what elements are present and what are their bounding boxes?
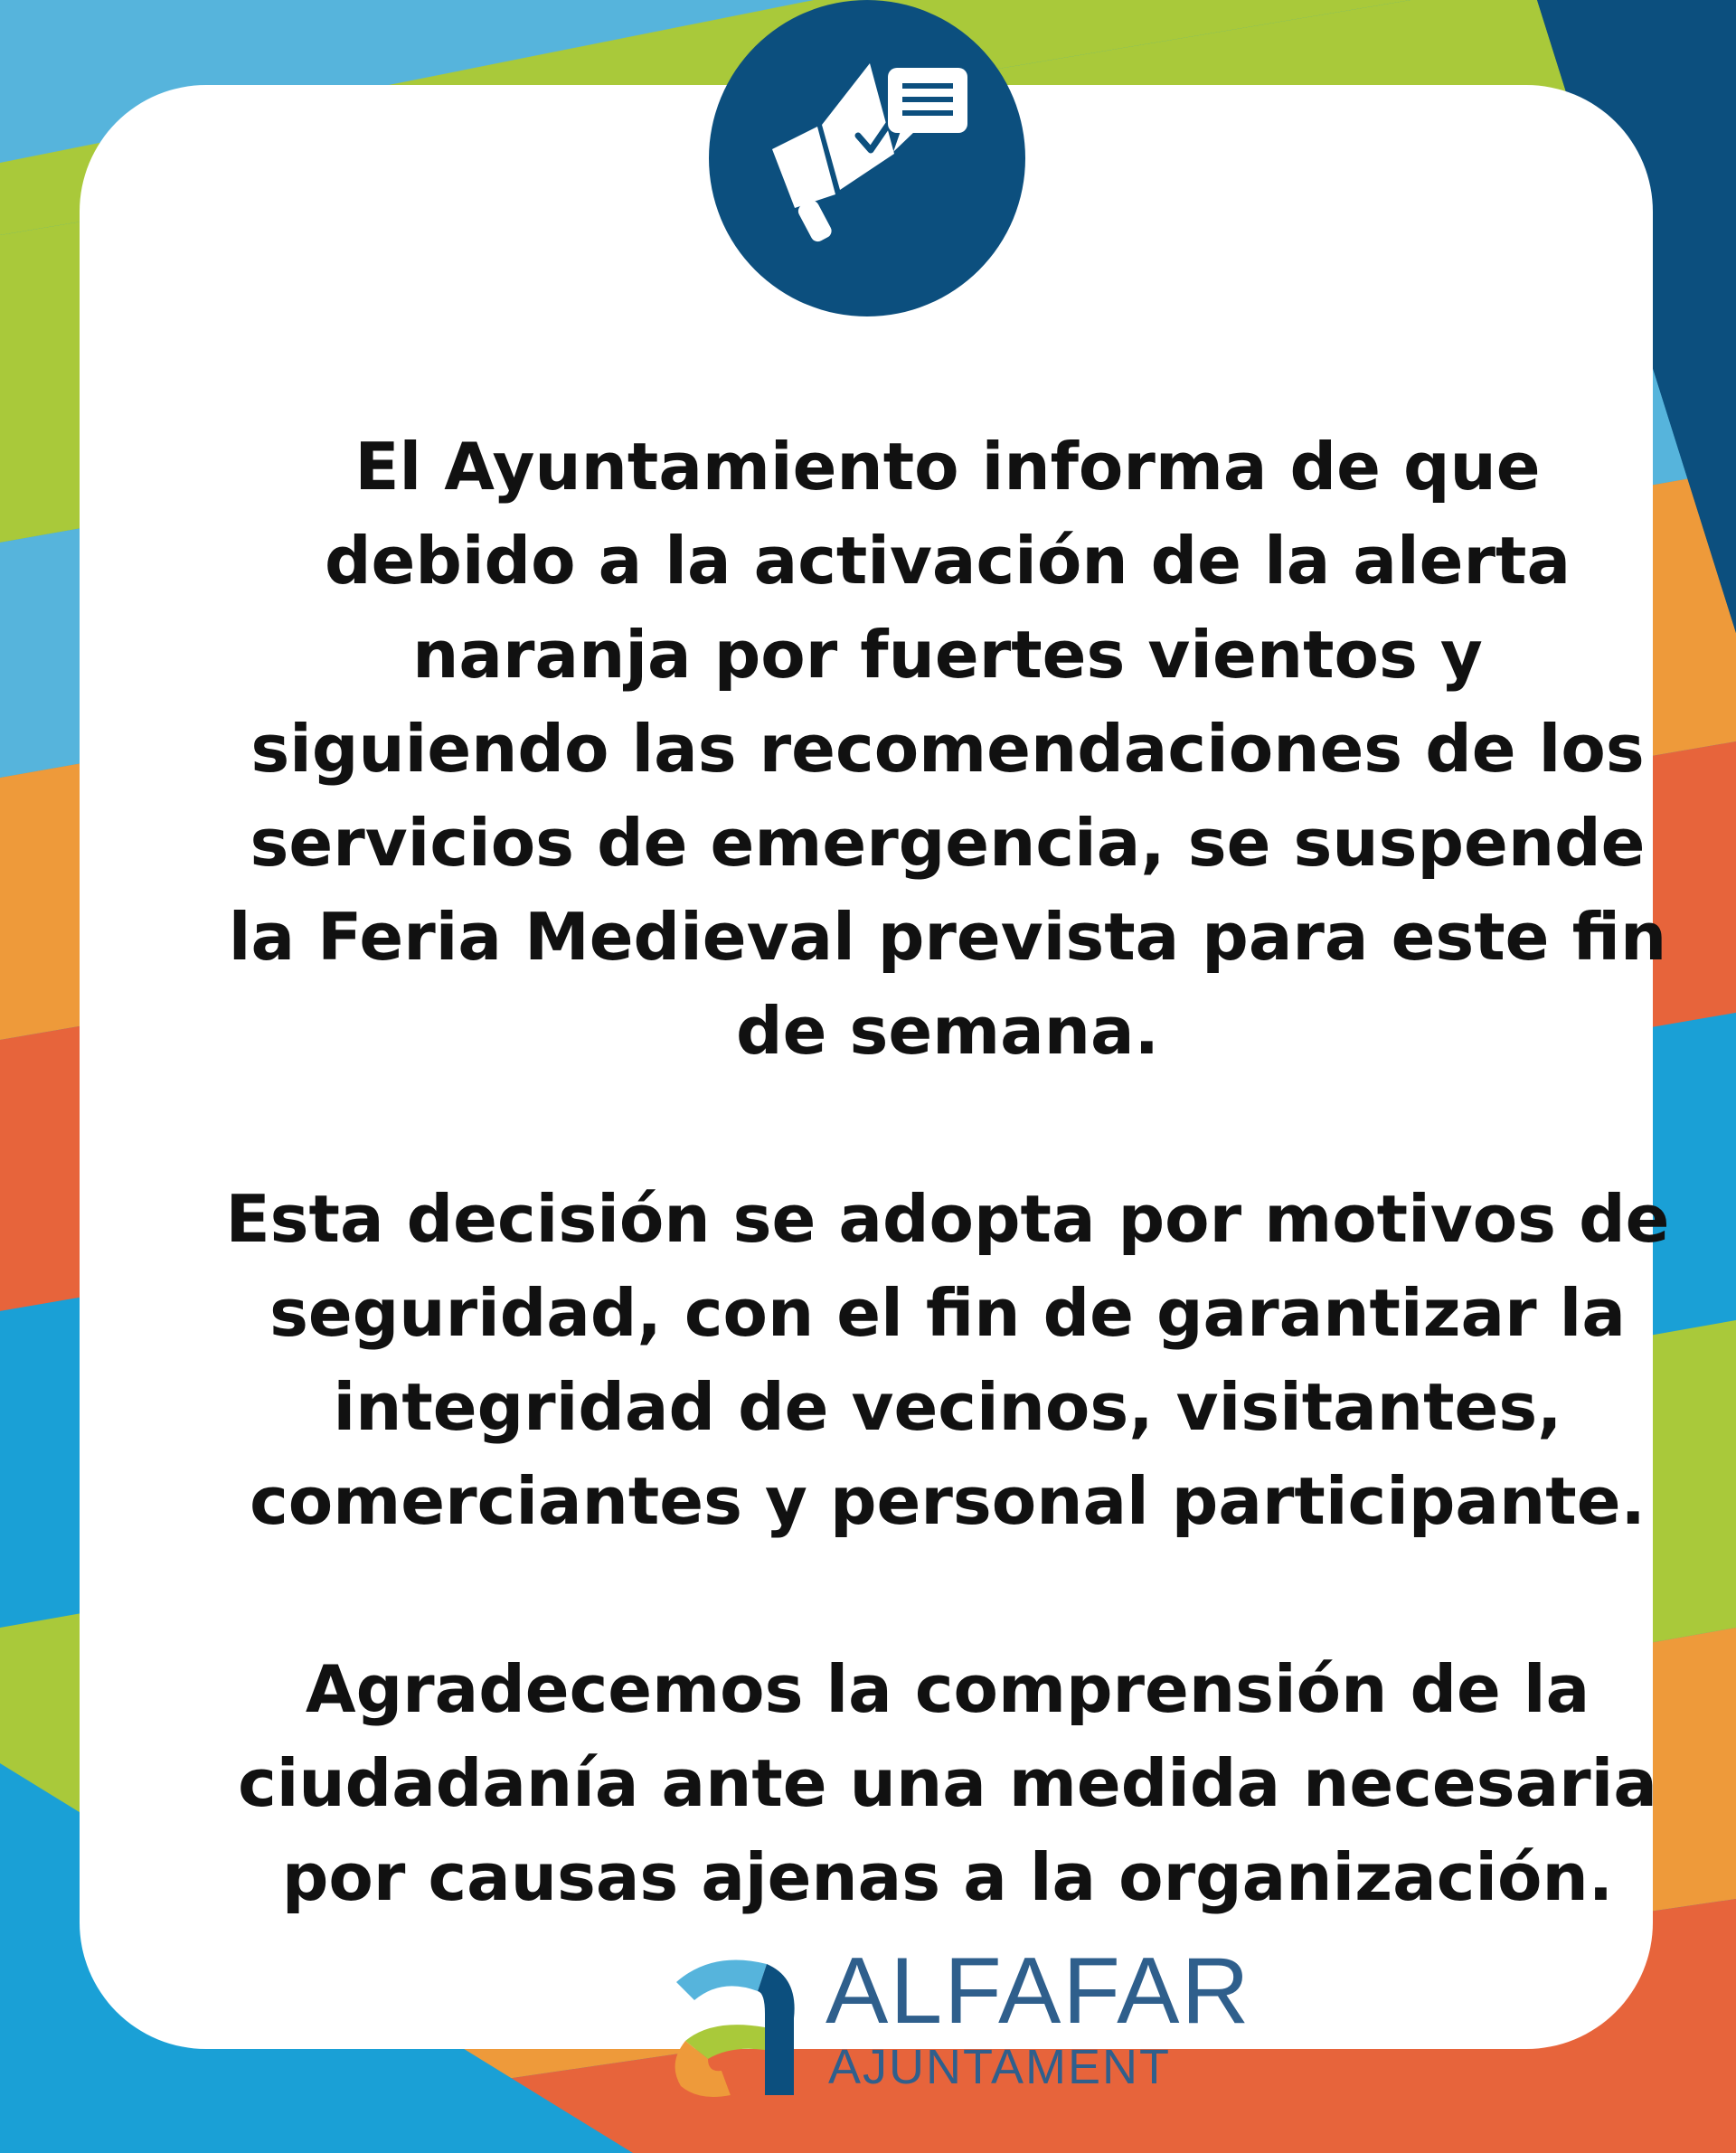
notice-paragraph-3: Agradecemos la comprensión de la ciudadanía ante una medida necesaria por causas ajenas a la organización.	[238, 1651, 1657, 1915]
megaphone-badge	[709, 0, 1025, 316]
alfafar-a-logo-icon	[658, 1946, 812, 2100]
notice-paragraph-2: Esta decisión se adopta por motivos de seguridad, con el fin de garantizar la integridad de vecinos, visitantes, comerciantes y personal participante.	[225, 1181, 1670, 1539]
logo-subtitle: AJUNTAMENT	[828, 2040, 1171, 2094]
logo-name: ALFAFAR	[826, 1939, 1251, 2044]
notice-text	[224, 420, 1671, 1924]
notice-card	[80, 85, 1670, 2094]
alfafar-logo	[658, 1939, 1251, 2111]
notice-paragraph-1: El Ayuntamiento informa de que debido a la activación de la alerta naranja por fuertes vientos y siguiendo las recomendaciones de los servicios de emergencia, se suspende la Feria Medieval prevista para este fin de semana.	[228, 429, 1667, 1069]
